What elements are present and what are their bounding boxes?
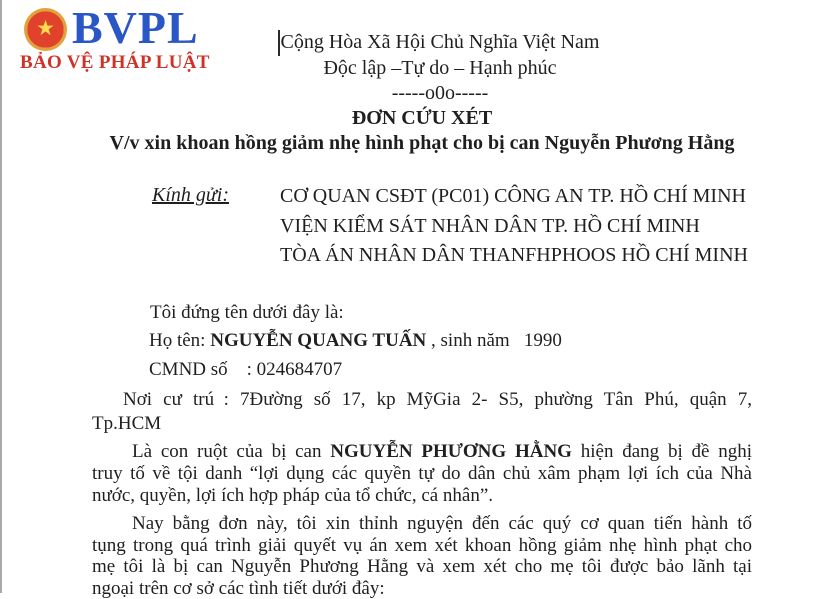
paragraph-request [92, 513, 752, 599]
text-line: CƠ QUAN CSĐT (PC01) CÔNG AN TP. HỒ CHÍ MINH [280, 182, 748, 212]
motto-separator: -----o0o----- [210, 81, 670, 107]
motto-line-2: Độc lập –Tự do – Hạnh phúc [210, 56, 670, 82]
text-line: truy tố về tội danh “lợi dụng các quyền tự do dân chủ xâm phạm lợi ích của Nhà [92, 463, 752, 485]
declarant-id-line [149, 359, 342, 381]
text-line: TÒA ÁN NHÂN DÂN THANFHPHOOS HỒ CHÍ MINH [280, 241, 748, 271]
name-label: Họ tên: [149, 330, 210, 351]
text-line: Nơi cư trú : 7Đường số 17, kp MỹGia 2- S5, phường Tân Phú, quận 7, [92, 388, 752, 412]
window-left-edge [0, 0, 2, 593]
recipients-label: Kính gửi: [152, 184, 229, 207]
text-line: VIỆN KIỂM SÁT NHÂN DÂN TP. HỒ CHÍ MINH [280, 212, 748, 242]
text-line: Là con ruột của bị can NGUYỄN PHƯƠNG HẰNG hiện đang bị đề nghị [92, 441, 752, 463]
declarant-intro: Tôi đứng tên dưới đây là: [150, 302, 344, 324]
text-cursor [278, 30, 280, 56]
vietnam-emblem-icon [24, 8, 67, 51]
logo-tagline: BẢO VỆ PHÁP LUẬT [20, 52, 210, 74]
title-block [22, 106, 820, 156]
document-subtitle: V/v xin khoan hồng giảm nhẹ hình phạt cho bị can Nguyễn Phương Hằng [22, 131, 820, 156]
declarant-name: NGUYỄN QUANG TUẤN [210, 330, 426, 351]
text-line: mẹ tôi là bị can Nguyễn Phương Hằng và xem xét cho mẹ tôi được bảo lãnh tại [92, 556, 752, 578]
paragraph-relationship [92, 441, 752, 507]
text-line: ngoại trên cơ sở các tình tiết dưới đây: [92, 578, 752, 599]
bvpl-logo [0, 0, 230, 85]
logo-acronym: BVPL [72, 4, 199, 52]
star-icon: ★ [36, 18, 55, 39]
declarant-name-line [149, 330, 562, 352]
name-suffix: , sinh năm 1990 [426, 330, 562, 351]
document-title: ĐƠN CỨU XÉT [22, 106, 820, 131]
id-value: : 024684707 [228, 359, 343, 380]
text-line: nước, quyền, lợi ích hợp pháp của tổ chức, cá nhân”. [92, 485, 752, 507]
recipients-list [280, 182, 748, 271]
text-line: tụng trong quá trình giải quyết vụ án xem xét khoan hồng giảm nhẹ hình phạt cho [92, 535, 752, 557]
text-line: Nay bằng đơn này, tôi xin thỉnh nguyện đến các quý cơ quan tiến hành tố [92, 513, 752, 535]
declarant-residence [92, 388, 752, 436]
text-line: Tp.HCM [92, 412, 752, 436]
id-label: CMND số [149, 359, 228, 380]
motto-line-1: Cộng Hòa Xã Hội Chủ Nghĩa Việt Nam [210, 30, 670, 56]
